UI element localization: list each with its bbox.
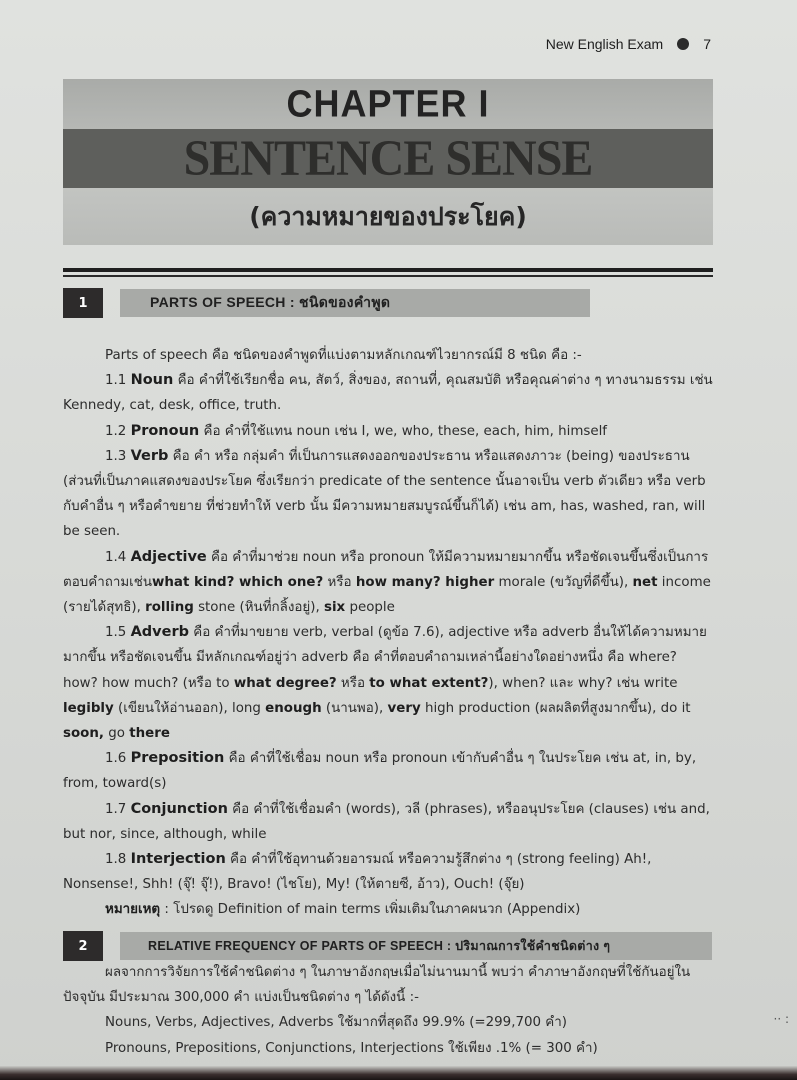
definition-text: คือ คำที่ใช้เชื่อม noun หรือ pronoun เข้ากับคำอื่น ๆ ในประโยค เช่น at, in, by, from, toward(s) xyxy=(63,751,697,792)
note-label: หมายเหตุ xyxy=(105,902,161,918)
definition-text: คือ คำที่ใช้อุทานด้วยอารมณ์ หรือความรู้สึกต่าง ๆ (strong feeling) Ah!, Nonsense!, Shh! (จุ๊! จุ๊!), Bravo! (ไชโย), My! (ให้ตายซี, อ้าว), Ouch! (จุ๊ย) xyxy=(63,852,652,893)
chapter-heading-box xyxy=(63,79,713,245)
note-text: : โปรดดู Definition of main terms เพิ่มเติมในภาคผนวก (Appendix) xyxy=(160,902,581,918)
term: Noun xyxy=(130,372,174,389)
term: Conjunction xyxy=(130,800,228,817)
section-2-body xyxy=(63,960,713,1061)
section-heading-bar xyxy=(120,932,712,960)
frequency-line-1: Nouns, Verbs, Adjectives, Adverbs ใช้มากที่สุดถึง 99.9% (=299,700 คำ) xyxy=(105,1015,567,1031)
emphasis: rolling xyxy=(145,600,194,616)
definition-text: ), when? และ why? เช่น write xyxy=(488,675,678,691)
definition-text: คือ คำที่ใช้เรียกชื่อ คน, สัตว์, สิ่งของ, สถานที่, คุณสมบัติ หรือคุณค่าต่าง ๆ ทางนามธรรม เช่น Kennedy, cat, desk, office, truth. xyxy=(63,373,713,414)
definition-adjective xyxy=(63,545,713,621)
item-number: 1.6 xyxy=(105,751,127,767)
item-number: 1.4 xyxy=(105,549,127,565)
bullet-dot-icon xyxy=(677,38,689,50)
chapter-thai-subtitle: (ความหมายของประโยค) xyxy=(249,201,527,231)
definition-conjunction xyxy=(63,797,713,847)
section-1-intro: Parts of speech คือ ชนิดของคำพูดที่แบ่งตามหลักเกณฑ์ไวยากรณ์มี 8 ชนิด คือ :- xyxy=(105,348,582,363)
emphasis: enough xyxy=(265,700,322,716)
emphasis: soon, xyxy=(63,726,104,742)
emphasis: very xyxy=(387,700,421,716)
term: Preposition xyxy=(130,750,225,767)
item-number: 1.3 xyxy=(105,448,127,464)
emphasis: how many? higher xyxy=(355,574,495,590)
page-number: 7 xyxy=(703,36,711,52)
section-number-badge xyxy=(63,931,103,961)
item-number: 1.8 xyxy=(105,852,127,868)
definition-verb xyxy=(63,444,713,545)
emphasis: to what extent? xyxy=(369,675,489,691)
section-number: 2 xyxy=(78,938,88,954)
page-edge-shadow xyxy=(0,1066,797,1080)
chapter-title-band xyxy=(63,129,713,188)
margin-marks: ·· : xyxy=(773,1012,789,1026)
item-number: 1.1 xyxy=(105,373,127,389)
section-number-badge xyxy=(63,288,103,318)
definition-text: (เขียนให้อ่านออก), long xyxy=(113,700,266,716)
definition-pronoun xyxy=(63,419,713,444)
definition-text: income (รายได้สุทธิ), xyxy=(63,574,711,616)
definition-text: stone (หินที่กลิ้งอยู่), xyxy=(193,600,324,616)
item-number: 1.7 xyxy=(105,801,127,817)
item-number: 1.2 xyxy=(105,423,127,439)
definition-text: high production (ผลผลิตที่สูงมากขึ้น), do it xyxy=(420,700,691,716)
emphasis: legibly xyxy=(63,700,114,716)
definition-text: people xyxy=(345,600,395,616)
section-title: RELATIVE FREQUENCY OF PARTS OF SPEECH : ปริมาณการใช้คำชนิดต่าง ๆ xyxy=(148,939,611,953)
note xyxy=(63,897,713,922)
frequency-line-2: Pronouns, Prepositions, Conjunctions, Interjections ใช้เพียง .1% (= 300 คำ) xyxy=(105,1040,598,1056)
section-1-body xyxy=(63,343,713,923)
running-header xyxy=(546,36,711,52)
definition-text: morale (ขวัญที่ดีขึ้น), xyxy=(494,574,633,590)
term: Adjective xyxy=(130,548,207,565)
item-number: 1.5 xyxy=(105,625,127,641)
definition-text: คือ คำที่มาขยาย verb, verbal (ดูข้อ 7.6), adjective หรือ adverb อื่นให้ได้ความหมายมากขึ้น หรือชัดเจนขึ้น มีหลักเกณฑ์อยู่ว่า adverb คือ คำที่ตอบคำถามเหล่านี้อย่างใดอย่างหนึ่ง คือ where? how? how much? (หรือ to xyxy=(63,625,707,691)
chapter-label: CHAPTER I xyxy=(286,81,490,125)
term: Adverb xyxy=(130,624,189,641)
definition-text: หรือ xyxy=(336,675,370,691)
term: Pronoun xyxy=(130,422,200,439)
definition-interjection xyxy=(63,847,713,897)
divider-thin xyxy=(63,275,713,277)
chapter-title: SENTENCE SENSE xyxy=(183,130,593,187)
divider-thick xyxy=(63,268,713,272)
section-number: 1 xyxy=(78,295,88,311)
section-heading-bar xyxy=(120,289,590,317)
emphasis: six xyxy=(324,600,346,616)
section-title: PARTS OF SPEECH : ชนิดของคำพูด xyxy=(150,294,391,310)
definition-text: คือ คำที่ใช้เชื่อมคำ (words), วลี (phrases), หรืออนุประโยค (clauses) เช่น and, but nor, since, although, while xyxy=(63,801,710,842)
definition-noun xyxy=(63,368,713,418)
definition-text: (นานพอ), xyxy=(321,700,388,716)
term: Verb xyxy=(130,447,169,464)
definition-preposition xyxy=(63,746,713,796)
term: Interjection xyxy=(130,851,226,868)
chapter-label-band xyxy=(63,79,713,129)
section-2-intro: ผลจากการวิจัยการใช้คำชนิดต่าง ๆ ในภาษาอังกฤษเมื่อไม่นานมานี้ พบว่า คำภาษาอังกฤษที่ใช้กันอยู่ในปัจจุบัน มีประมาณ 300,000 คำ แบ่งเป็นชนิดต่าง ๆ ได้ดังนี้ :- xyxy=(63,965,691,1006)
definition-text: คือ คำ หรือ กลุ่มคำ ที่เป็นการแสดงออกของประธาน หรือแสดงภาวะ (being) ของประธาน (ส่วนที่เป็นภาคแสดงของประโยค ซึ่งเรียกว่า predicate of the sentence นั้นอาจเป็น verb ตัวเดียว หรือ verb กับคำอื่น ๆ หรือคำขยาย ที่ช่วยทำให้ verb นั้น มีความหมายสมบูรณ์ขึ้นก็ได้) เช่น am, has, washed, ran, will be seen. xyxy=(63,448,706,540)
definition-text: คือ คำที่ใช้แทน noun เช่น I, we, who, these, each, him, himself xyxy=(199,423,608,439)
definition-text: go xyxy=(104,726,130,742)
emphasis: net xyxy=(632,574,658,590)
definition-text: คือ คำที่มาช่วย noun หรือ pronoun ให้มีความหมายมากขึ้น หรือชัดเจนขึ้นซึ่งเป็นการตอบคำถามเช่น xyxy=(63,549,709,590)
emphasis: what degree? xyxy=(233,675,337,691)
definition-adverb xyxy=(63,620,713,746)
emphasis: there xyxy=(129,726,170,742)
definition-text: หรือ xyxy=(323,574,356,590)
chapter-subtitle-band xyxy=(63,188,713,245)
emphasis: what kind? which one? xyxy=(152,574,324,590)
book-title: New English Exam xyxy=(545,36,664,52)
